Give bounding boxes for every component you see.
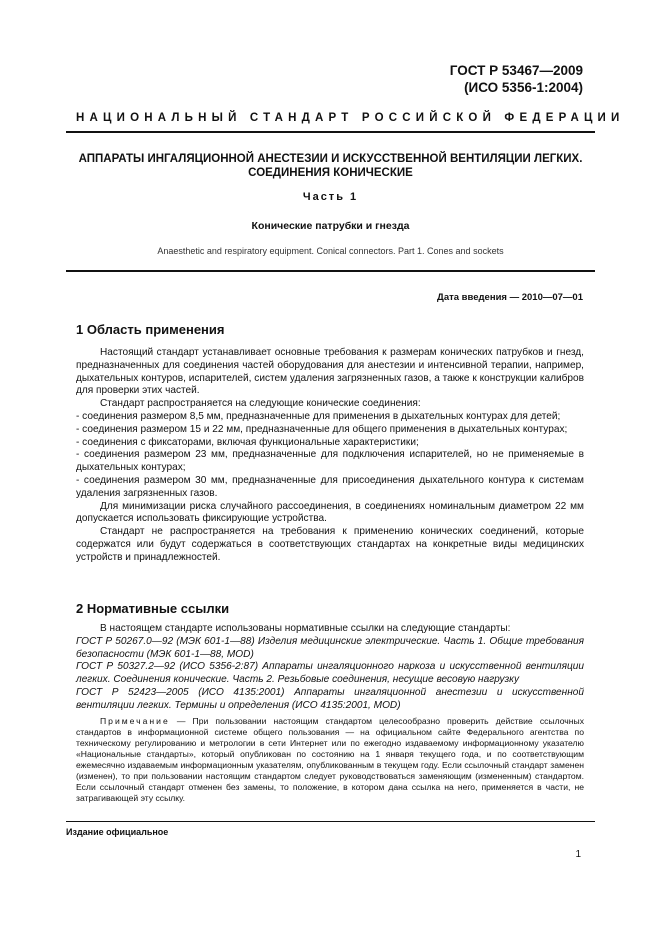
part-subtitle: Конические патрубки и гнезда <box>251 220 410 232</box>
section-1-body <box>76 347 584 565</box>
footer-rule <box>66 821 595 822</box>
section-1-paragraph: Для минимизации риска случайного рассоединения, в соединениях номинальным диаметром 22 мм допускается использовать фиксирующие устройства. <box>76 500 584 525</box>
section-1-paragraph: Настоящий стандарт устанавливает основные требования к размерам конических патрубков и гнезд, предназначенных для соединения частей оборудования для анестезии и интенсивной терапии, например, дыхательных контуров, испарителей, систем удаления загрязненных газов, а также к конструкции калибров для проверки этих частей. <box>76 347 584 397</box>
section-1-paragraph: Стандарт распространяется на следующие конические соединения: <box>100 398 421 410</box>
normative-reference: ГОСТ Р 50327.2—92 (ИСО 5356-2:87) Аппараты ингаляционного наркоза и искусственной вентиляции легких. Соединения конические. Часть 2. Резьбовые соединения, несущие весовую нагрузку <box>76 661 584 686</box>
note-label: Примечание <box>100 716 170 726</box>
title-line-2: СОЕДИНЕНИЯ КОНИЧЕСКИЕ <box>248 167 413 179</box>
section-2-heading: 2 Нормативные ссылки <box>76 601 230 616</box>
note <box>76 716 584 804</box>
section-2-intro: В настоящем стандарте использованы нормативные ссылки на следующие стандарты: <box>100 623 511 634</box>
list-item: - соединения размером 15 и 22 мм, предназначенные для общего применения в дыхательных контурах; <box>76 423 568 435</box>
standard-designation <box>450 62 583 96</box>
national-standard-title: НАЦИОНАЛЬНЫЙ СТАНДАРТ РОССИЙСКОЙ ФЕДЕРАЦИИ <box>76 112 625 124</box>
section-1-paragraph: Стандарт не распространяется на требования к применению конических соединений, которые содержатся или будут содержаться в соответствующих стандартах на конкретные виды медицинских устройств и принадлежностей. <box>76 526 584 563</box>
header-rule <box>66 131 595 133</box>
list-item: - соединения размером 8,5 мм, предназначенные для применения в дыхательных контурах для детей; <box>76 410 561 422</box>
standard-code: ГОСТ Р 53467—2009 <box>449 63 583 78</box>
normative-reference: ГОСТ Р 52423—2005 (ИСО 4135:2001) Аппараты ингаляционной анестезии и искусственной вентиляции легких. Термины и определения (ИСО 4135:2001, MOD) <box>76 686 584 711</box>
list-item: - соединения с фиксаторами, включая функциональные характеристики; <box>76 436 419 448</box>
title-rule <box>66 270 595 272</box>
list-item: - соединения размером 30 мм, предназначенные для присоединения дыхательного контура к системам удаления загрязненных газов. <box>76 474 584 499</box>
note-text: — При пользовании настоящим стандартом целесообразно проверить действие ссылочных стандартов в информационной системе общего пользования — на официальном сайте Федерального агентства по техническому регулированию и метрологии в сети Интернет или по ежегодно издаваемому информационному указателю «Национальные стандарты», который опубликован по состоянию на 1 января текущего года, и по соответствующим ежемесячно издаваемым информационным указателям, опубликованным в текущем году. Если ссылочный стандарт заменен (изменен), то при пользовании настоящим стандартом следует руководствоваться заменяющим (измененным) стандартом. Если ссылочный стандарт отменен без замены, то положение, в котором дана ссылка на него, применяется в части, не затрагивающей эту ссылку. <box>76 716 584 803</box>
normative-reference: ГОСТ Р 50267.0—92 (МЭК 601-1—88) Изделия медицинские электрические. Часть 1. Общие требования безопасности (МЭК 601-1—88, MOD) <box>76 635 584 660</box>
edition-label: Издание официальное <box>66 827 169 837</box>
section-2-body <box>76 623 584 713</box>
english-title: Anaesthetic and respiratory equipment. Conical connectors. Part 1. Cones and sockets <box>157 246 504 256</box>
list-item: - соединения размером 23 мм, предназначенные для подключения испарителей, но не применяемые в дыхательных контурах; <box>76 449 584 474</box>
iso-code: (ИСО 5356-1:2004) <box>464 80 583 95</box>
title-line-1: АППАРАТЫ ИНГАЛЯЦИОННОЙ АНЕСТЕЗИИ И ИСКУССТВЕННОЙ ВЕНТИЛЯЦИИ ЛЕГКИХ. <box>78 153 583 165</box>
document-title <box>66 152 595 180</box>
effective-date: Дата введения — 2010—07—01 <box>437 292 583 303</box>
page-number: 1 <box>575 849 581 860</box>
section-1-heading: 1 Область применения <box>76 322 225 337</box>
part-label: Часть 1 <box>302 191 359 203</box>
